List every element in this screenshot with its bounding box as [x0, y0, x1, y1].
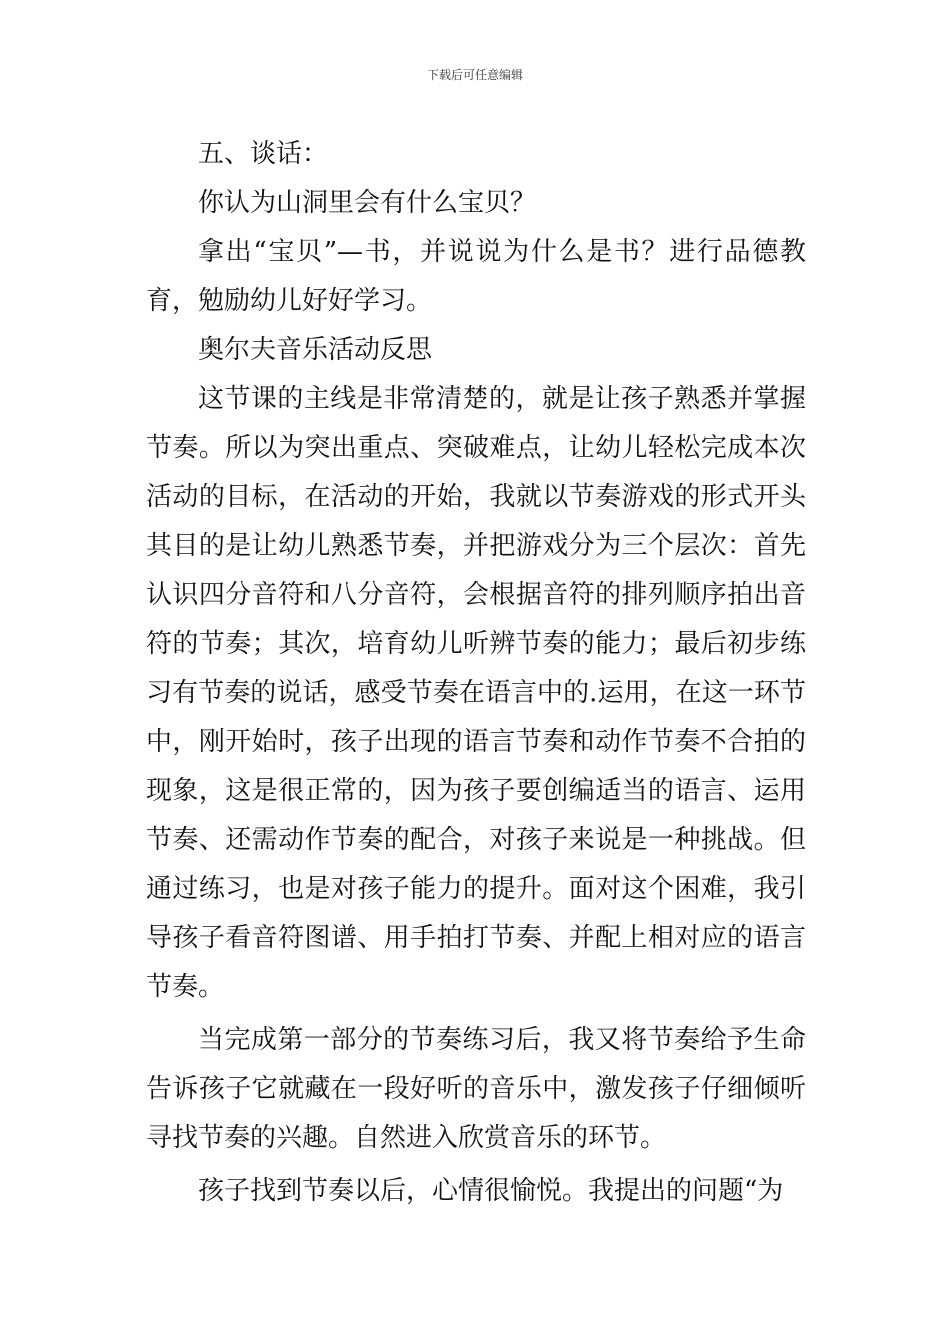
question-paragraph: 你认为山洞里会有什么宝贝？ [198, 188, 537, 218]
page-header-note: 下载后可任意编辑 [426, 68, 523, 82]
book-paragraph: 拿出“宝贝”—书，并说说为什么是书？进行品德教育，勉励幼儿好好学习。 [146, 237, 806, 316]
section-heading-talk: 五、谈话： [198, 139, 329, 169]
document-body [146, 130, 806, 1216]
reflection-title: 奥尔夫音乐活动反思 [198, 335, 433, 365]
reflection-paragraph-2: 当完成第一部分的节奏练习后，我又将节奏给予生命告诉孩子它就藏在一段好听的音乐中，激发孩子仔细倾听寻找节奏的兴趣。自然进入欣赏音乐的环节。 [146, 1025, 806, 1153]
reflection-paragraph-3: 孩子找到节奏以后，心情很愉悦。我提出的问题“为 [198, 1176, 784, 1206]
reflection-paragraph-1: 这节课的主线是非常清楚的，就是让孩子熟悉并掌握节奏。所以为突出重点、突破难点，让幼儿轻松完成本次活动的目标，在活动的开始，我就以节奏游戏的形式开头其目的是让幼儿熟悉节奏，并把游戏分为三个层次：首先认识四分音符和八分音符，会根据音符的排列顺序拍出音符的节奏；其次，培育幼儿听辨节奏的能力；最后初步练习有节奏的说话，感受节奏在语言中的.运用，在这一环节中，刚开始时，孩子出现的语言节奏和动作节奏不合拍的现象，这是很正常的，因为孩子要创编适当的语言、运用节奏、还需动作节奏的配合，对孩子来说是一种挑战。但通过练习，也是对孩子能力的提升。面对这个困难，我引导孩子看音符图谱、用手拍打节奏、并配上相对应的语言节奏。 [146, 384, 806, 1002]
